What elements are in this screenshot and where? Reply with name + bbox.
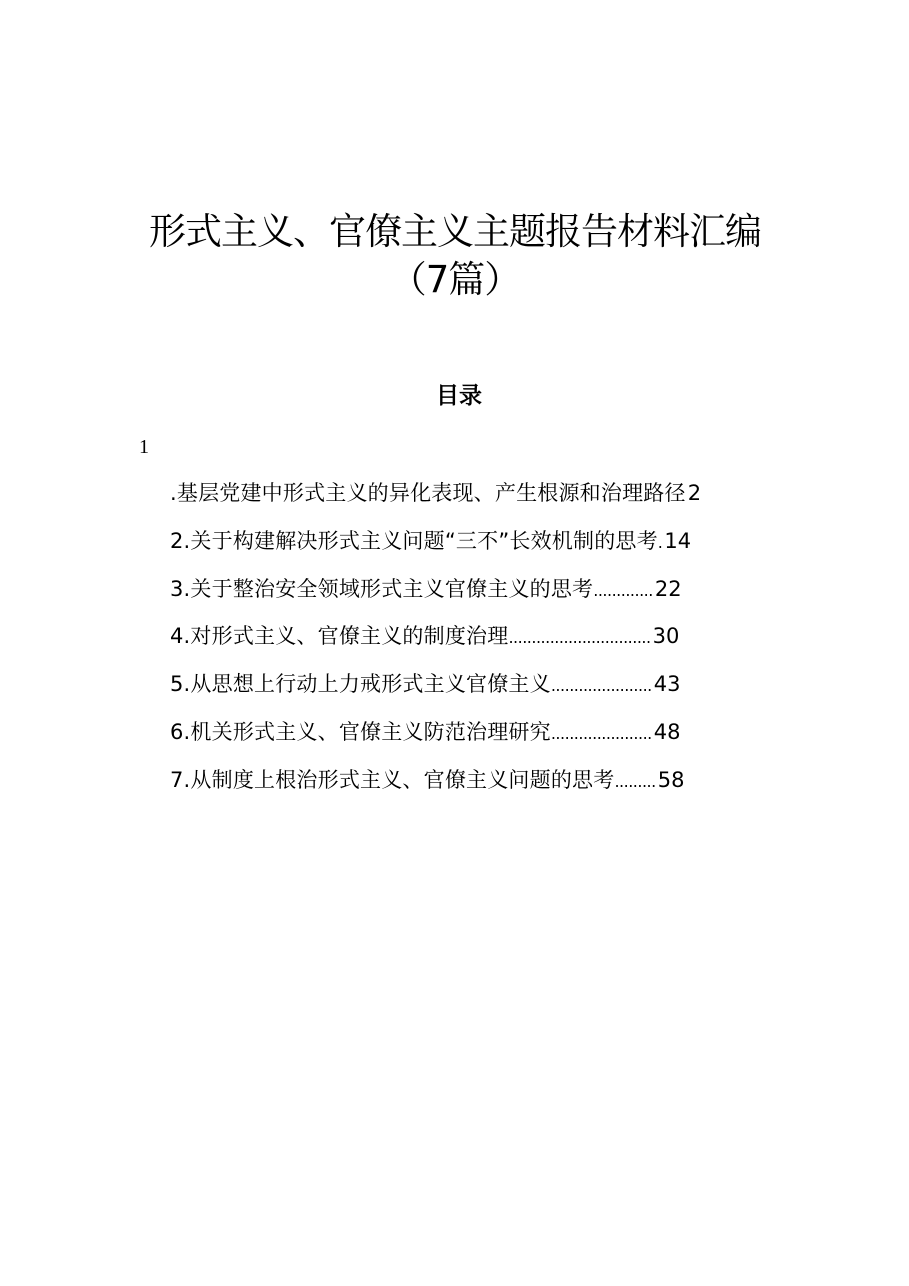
toc-entry-5[interactable] [170,667,701,715]
toc-entry-page: 2 [687,481,702,505]
toc-entry-page: 58 [657,767,685,792]
toc-heading: 目录 [436,382,482,409]
document-title: 形式主义、官僚主义主题报告材料汇编（7篇） [149,210,761,301]
toc-entry-2[interactable] [170,524,701,572]
toc-entry-page: 43 [653,672,681,697]
toc-entry-title: 5.从思想上行动上力戒形式主义官僚主义 [170,672,551,697]
toc-entry-1[interactable] [170,476,701,524]
toc-entry-3[interactable] [170,572,701,620]
toc-entry-page: 48 [653,719,681,744]
toc-entry-leader: ...................... [550,723,652,743]
toc-stray-number: 1 [139,436,149,458]
toc-entry-6[interactable] [170,715,701,763]
toc-entry-title: 2.关于构建解决形式主义问题“三不”长效机制的思考 [170,528,658,553]
toc-entry-title: .基层党建中形式主义的异化表现、产生根源和治理路径 [170,481,686,505]
toc-entry-page: 22 [654,576,682,601]
toc-entry-title: 6.机关形式主义、官僚主义防范治理研究 [170,719,551,744]
toc-entry-leader: . [657,532,663,552]
toc-entry-title: 7.从制度上根治形式主义、官僚主义问题的思考 [170,767,615,792]
toc-entry-page: 14 [664,528,692,553]
toc-entry-4[interactable] [170,619,701,667]
toc-entry-leader: ............. [593,580,653,600]
toc-entry-title: 3.关于整治安全领域形式主义官僚主义的思考 [170,576,594,601]
toc-entry-title: 4.对形式主义、官僚主义的制度治理 [170,624,509,649]
toc-entry-7[interactable] [170,763,701,811]
toc-entry-leader: ...................... [550,676,652,696]
toc-entry-page: 30 [652,624,680,649]
toc-entry-leader: ......... [614,771,656,791]
toc-entry-leader: ............................... [508,628,651,648]
table-of-contents [170,476,701,811]
